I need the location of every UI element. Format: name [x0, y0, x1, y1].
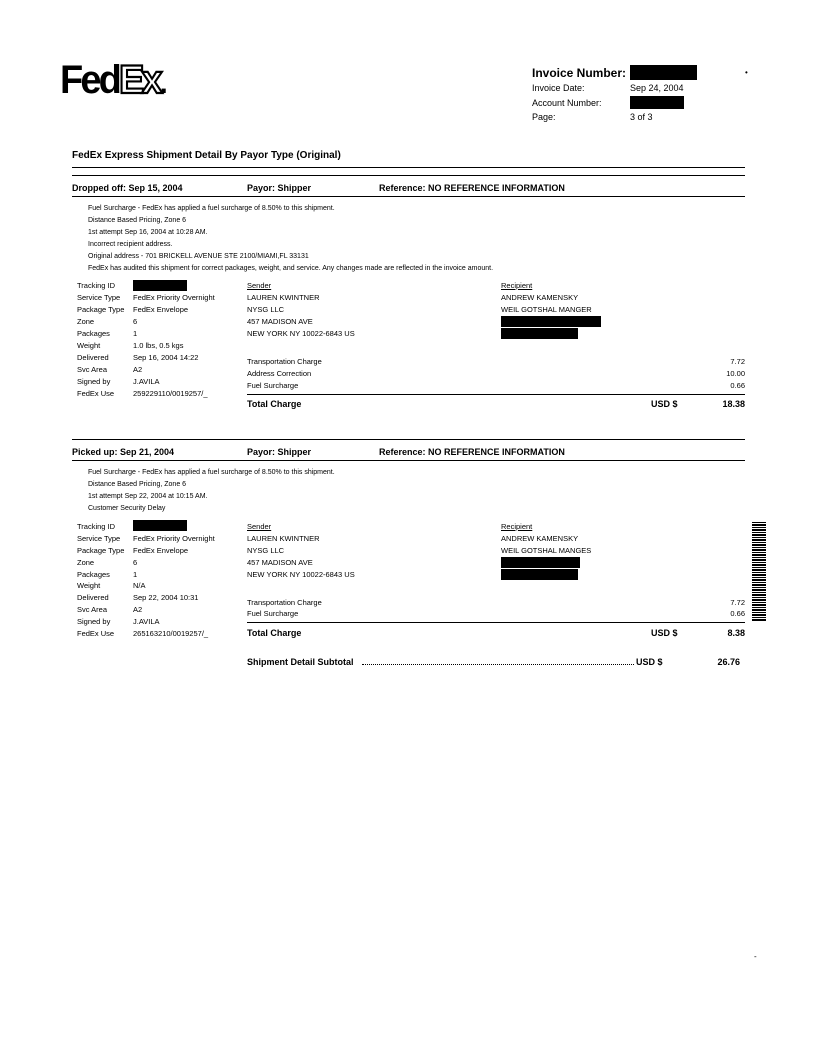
- shipment1-note: Fuel Surcharge - FedEx has applied a fuel surcharge of 8.50% to this shipment.: [88, 205, 335, 212]
- shipment1-detail-value: A2: [133, 365, 143, 374]
- shipment2-detail-label: Packages: [77, 570, 110, 579]
- redacted-recipient-address: [501, 557, 580, 568]
- shipment1-detail-label: Delivered: [77, 353, 109, 362]
- shipment1-sender-heading: Sender: [247, 281, 272, 290]
- shipment1-dropped-off: Dropped off: Sep 15, 2004: [72, 183, 183, 193]
- shipment1-detail-label: Package Type: [77, 305, 125, 314]
- shipment2-detail-value: J.AVILA: [133, 617, 160, 626]
- shipment1-detail-value: 1: [133, 329, 138, 338]
- shipment2-detail-label: Delivered: [77, 593, 109, 602]
- shipment2-detail-value: N/A: [133, 581, 146, 590]
- shipment1-total-label: Total Charge: [247, 399, 302, 409]
- shipment1-tracking-id-label: Tracking ID: [77, 281, 116, 290]
- shipment2-note: Fuel Surcharge - FedEx has applied a fuel surcharge of 8.50% to this shipment.: [88, 469, 335, 476]
- shipment1-detail-value: 259229110/0019257/_: [133, 389, 208, 398]
- logo-fed: Fed: [60, 58, 120, 102]
- shipment2-charge-label: Fuel Surcharge: [247, 609, 299, 618]
- shipment1-detail-label: Packages: [77, 329, 110, 338]
- redacted-recipient-address: [501, 316, 601, 327]
- shipment1-detail-value: 1.0 lbs, 0.5 kgs: [133, 341, 184, 350]
- shipment2-sender-line: NYSG LLC: [247, 546, 285, 555]
- page-value: 3 of 3: [630, 112, 653, 122]
- shipment2-recipient-line: ANDREW KAMENSKY: [501, 534, 579, 543]
- page-label: Page:: [532, 112, 556, 122]
- shipment2-detail-label: FedEx Use: [77, 629, 115, 638]
- shipment1-total-rule: [247, 394, 745, 395]
- shipment1-recipient-line: WEIL GOTSHAL MANGER: [501, 305, 592, 314]
- heading-rule: [72, 167, 745, 168]
- shipment1-detail-label: Weight: [77, 341, 101, 350]
- redacted-recipient-city: [501, 569, 578, 580]
- shipment1-detail-label: Svc Area: [77, 365, 108, 374]
- invoice-date-label: Invoice Date:: [532, 83, 585, 93]
- redacted-account-number: [630, 96, 684, 109]
- shipment2-charge-amount: 0.66: [730, 609, 745, 618]
- shipment2-sender-heading: Sender: [247, 522, 272, 531]
- shipment1-sender-line: LAUREN KWINTNER: [247, 293, 320, 302]
- shipment2-detail-label: Service Type: [77, 534, 121, 543]
- shipment1-payor: Payor: Shipper: [247, 183, 312, 193]
- shipment1-sender-line: NEW YORK NY 10022-6843 US: [247, 329, 355, 338]
- shipment2-detail-label: Signed by: [77, 617, 111, 626]
- fedex-logo: [60, 60, 165, 104]
- shipment1-charge-amount: 0.66: [730, 381, 745, 390]
- shipment2-sender-line: LAUREN KWINTNER: [247, 534, 320, 543]
- subtotal-leader-dots: [362, 664, 634, 665]
- shipment2-total-rule: [247, 622, 745, 623]
- barcode: [752, 522, 766, 622]
- shipment2-total-amount: 8.38: [727, 628, 745, 638]
- shipment1-charge-label: Address Correction: [247, 369, 312, 378]
- shipment1-total-amount: 18.38: [722, 399, 745, 409]
- subtotal-currency: USD $: [636, 657, 663, 667]
- shipment1-detail-value: Sep 16, 2004 14:22: [133, 353, 199, 362]
- shipment2-detail-label: Svc Area: [77, 605, 108, 614]
- redacted-tracking-id: [133, 520, 187, 531]
- shipment1-detail-label: Zone: [77, 317, 95, 326]
- shipment2-reference: Reference: NO REFERENCE INFORMATION: [379, 447, 565, 457]
- shipment1-detail-value: J.AVILA: [133, 377, 160, 386]
- shipment1-note: Original address - 701 BRICKELL AVENUE STE 2100/MIAMI,FL 33131: [88, 253, 309, 260]
- page-heading: FedEx Express Shipment Detail By Payor Type (Original): [72, 150, 341, 161]
- shipment1-charge-amount: 7.72: [730, 357, 745, 366]
- logo-dot: .: [159, 67, 165, 100]
- shipment1-detail-label: Service Type: [77, 293, 121, 302]
- shipment1-recipient-line: ANDREW KAMENSKY: [501, 293, 579, 302]
- shipment2-note: Distance Based Pricing, Zone 6: [88, 481, 187, 488]
- shipment2-detail-value: Sep 22, 2004 10:31: [133, 593, 199, 602]
- shipment2-header-rule: [72, 460, 745, 461]
- shipment1-sender-line: NYSG LLC: [247, 305, 285, 314]
- shipment2-recipient-line: WEIL GOTSHAL MANGES: [501, 546, 592, 555]
- shipment2-tracking-id-label: Tracking ID: [77, 522, 116, 531]
- shipment2-detail-label: Package Type: [77, 546, 125, 555]
- shipment1-charge-label: Fuel Surcharge: [247, 381, 299, 390]
- redacted-invoice-number: [630, 65, 697, 80]
- shipment2-recipient-heading: Recipient: [501, 522, 533, 531]
- invoice-number-label: Invoice Number:: [532, 66, 627, 80]
- shipment1-reference: Reference: NO REFERENCE INFORMATION: [379, 183, 565, 193]
- shipment1-detail-value: FedEx Priority Overnight: [133, 293, 215, 302]
- bottom-corner-mark: -: [754, 952, 757, 961]
- shipment1-note: 1st attempt Sep 16, 2004 at 10:28 AM.: [88, 229, 208, 236]
- shipment2-detail-value: FedEx Envelope: [133, 546, 189, 555]
- shipment2-detail-label: Weight: [77, 581, 101, 590]
- shipment2-charge-amount: 7.72: [730, 598, 745, 607]
- redacted-tracking-id: [133, 280, 187, 291]
- shipment2-detail-label: Zone: [77, 558, 95, 567]
- shipment1-detail-value: FedEx Envelope: [133, 305, 189, 314]
- corner-mark: •: [745, 68, 748, 77]
- shipment2-note: Customer Security Delay: [88, 505, 166, 512]
- shipment2-picked-up: Picked up: Sep 21, 2004: [72, 447, 175, 457]
- shipment1-header-rule: [72, 196, 745, 197]
- shipment2-top-rule: [72, 439, 745, 440]
- shipment1-total-currency: USD $: [651, 399, 678, 409]
- shipment2-note: 1st attempt Sep 22, 2004 at 10:15 AM.: [88, 493, 208, 500]
- shipment-detail-subtotal-label: Shipment Detail Subtotal: [247, 657, 354, 667]
- shipment2-sender-line: 457 MADISON AVE: [247, 558, 313, 567]
- shipment1-note: Distance Based Pricing, Zone 6: [88, 217, 187, 224]
- shipment2-charge-label: Transportation Charge: [247, 598, 322, 607]
- shipment2-detail-value: 6: [133, 558, 138, 567]
- shipment1-note: Incorrect recipient address.: [88, 241, 173, 248]
- shipment2-detail-value: A2: [133, 605, 143, 614]
- shipment1-detail-value: 6: [133, 317, 138, 326]
- logo-ex: Ex: [119, 58, 160, 102]
- subtotal-amount: 26.76: [717, 657, 740, 667]
- shipment2-total-currency: USD $: [651, 628, 678, 638]
- shipment1-detail-label: FedEx Use: [77, 389, 115, 398]
- shipment2-detail-value: 265163210/0019257/_: [133, 629, 209, 638]
- invoice-date-value: Sep 24, 2004: [630, 83, 684, 93]
- account-number-label: Account Number:: [532, 98, 602, 108]
- shipment1-sender-line: 457 MADISON AVE: [247, 317, 313, 326]
- redacted-recipient-city: [501, 328, 578, 339]
- shipment2-sender-line: NEW YORK NY 10022-6843 US: [247, 570, 355, 579]
- shipment2-total-label: Total Charge: [247, 628, 302, 638]
- shipment2-payor: Payor: Shipper: [247, 447, 312, 457]
- shipment1-recipient-heading: Recipient: [501, 281, 533, 290]
- shipment1-charge-amount: 10.00: [726, 369, 745, 378]
- shipment1-top-rule: [72, 175, 745, 176]
- shipment1-detail-label: Signed by: [77, 377, 111, 386]
- shipment1-note: FedEx has audited this shipment for correct packages, weight, and service. Any changes made are reflected in the invoice amount.: [88, 265, 494, 272]
- shipment2-detail-value: FedEx Priority Overnight: [133, 534, 215, 543]
- shipment2-detail-value: 1: [133, 570, 138, 579]
- shipment1-charge-label: Transportation Charge: [247, 357, 322, 366]
